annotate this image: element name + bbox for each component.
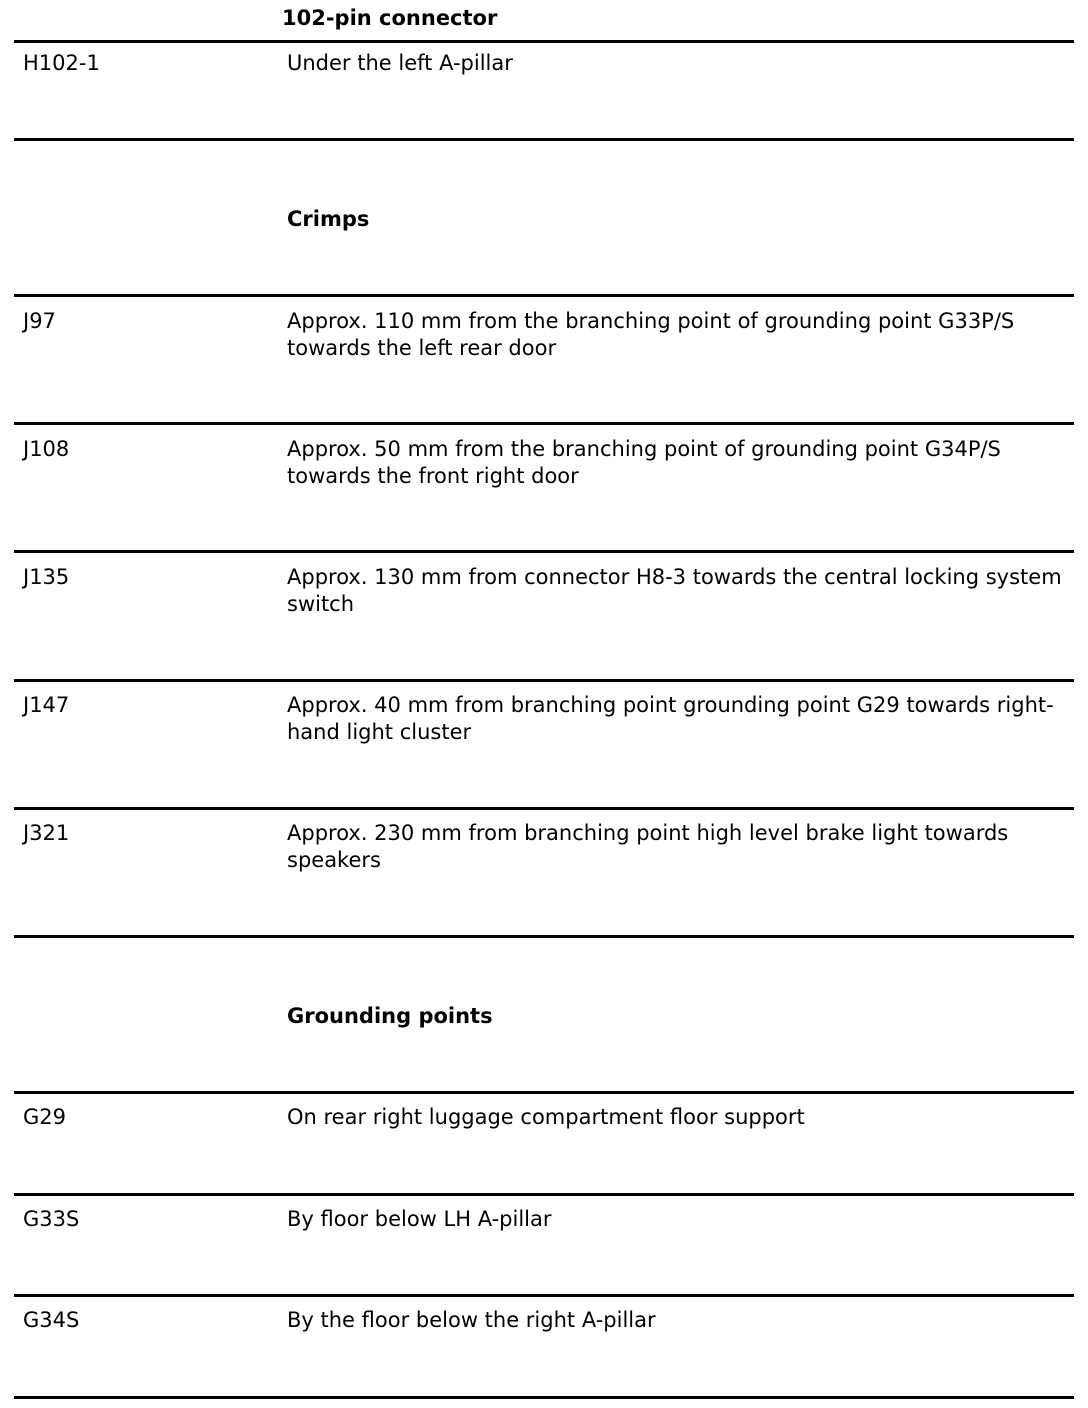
row-description: On rear right luggage compartment floor support — [287, 1105, 805, 1129]
row-description: Approx. 230 mm from branching point high level brake light towards speakers — [287, 821, 1009, 872]
crimps-section-title: Crimps — [287, 207, 370, 231]
table-divider — [14, 1294, 1074, 1297]
connector-section-title: 102-pin connector — [282, 6, 498, 30]
grounding-section-title: Grounding points — [287, 1004, 493, 1028]
table-divider — [14, 294, 1074, 297]
table-divider — [14, 679, 1074, 682]
table-divider — [14, 1193, 1074, 1196]
row-description: Approx. 110 mm from the branching point of grounding point G33P/S towards the left rear door — [287, 309, 1015, 360]
row-code: G34S — [23, 1308, 80, 1332]
row-code: J135 — [23, 565, 70, 589]
row-code: G29 — [23, 1105, 66, 1129]
table-divider — [14, 935, 1074, 938]
table-divider — [14, 138, 1074, 141]
row-description: Under the left A-pillar — [287, 51, 513, 75]
row-code: J147 — [23, 693, 70, 717]
row-code: G33S — [23, 1207, 80, 1231]
row-description: By the floor below the right A-pillar — [287, 1308, 656, 1332]
table-divider — [14, 422, 1074, 425]
table-divider — [14, 1396, 1074, 1399]
row-code: H102-1 — [23, 51, 100, 75]
row-code: J97 — [23, 309, 56, 333]
table-divider — [14, 550, 1074, 553]
table-divider — [14, 1091, 1074, 1094]
row-description: Approx. 40 mm from branching point grounding point G29 towards right-hand light cluster — [287, 693, 1054, 744]
row-description: Approx. 130 mm from connector H8-3 towards the central locking system switch — [287, 565, 1062, 616]
row-description: By floor below LH A-pillar — [287, 1207, 552, 1231]
table-divider — [14, 40, 1074, 43]
row-code: J321 — [23, 821, 70, 845]
table-divider — [14, 807, 1074, 810]
row-code: J108 — [23, 437, 70, 461]
row-description: Approx. 50 mm from the branching point of grounding point G34P/S towards the front right door — [287, 437, 1001, 488]
